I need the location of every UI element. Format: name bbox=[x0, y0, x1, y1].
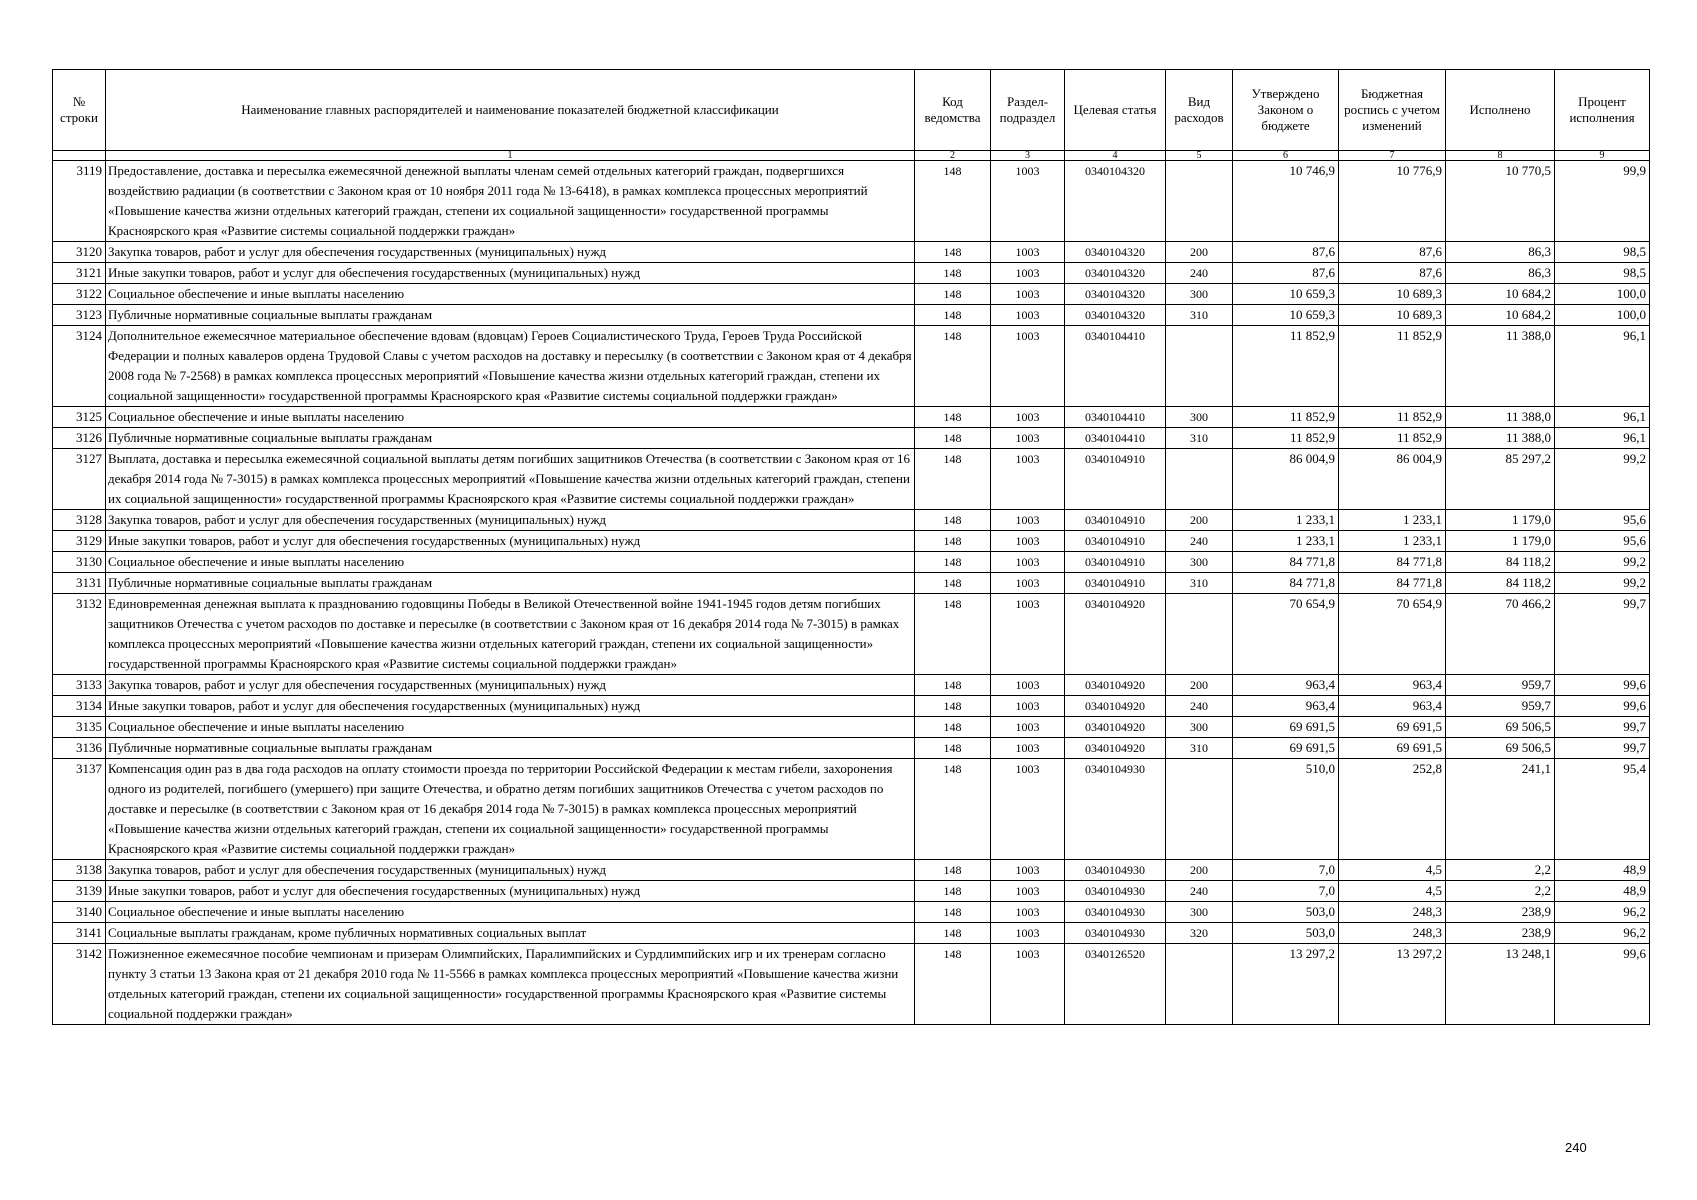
row-executed-amount: 1 179,0 bbox=[1446, 510, 1555, 531]
row-name: Социальное обеспечение и иные выплаты населению bbox=[106, 284, 915, 305]
row-expense-type: 310 bbox=[1166, 738, 1233, 759]
row-approved-amount: 11 852,9 bbox=[1233, 326, 1339, 407]
row-budget-list-amount: 87,6 bbox=[1339, 242, 1446, 263]
row-target-article: 0340104910 bbox=[1065, 510, 1166, 531]
row-execution-percent: 99,2 bbox=[1555, 573, 1650, 594]
row-approved-amount: 87,6 bbox=[1233, 263, 1339, 284]
row-name: Иные закупки товаров, работ и услуг для обеспечения государственных (муниципальных) нужд bbox=[106, 531, 915, 552]
row-executed-amount: 1 179,0 bbox=[1446, 531, 1555, 552]
row-number: 3123 bbox=[53, 305, 106, 326]
row-execution-percent: 99,6 bbox=[1555, 944, 1650, 1025]
row-approved-amount: 503,0 bbox=[1233, 902, 1339, 923]
row-number: 3122 bbox=[53, 284, 106, 305]
row-target-article: 0340104930 bbox=[1065, 923, 1166, 944]
row-execution-percent: 99,6 bbox=[1555, 675, 1650, 696]
row-approved-amount: 7,0 bbox=[1233, 860, 1339, 881]
header-cell: Исполнено bbox=[1446, 70, 1555, 151]
header-cell: Наименование главных распорядителей и наименование показателей бюджетной классификации bbox=[106, 70, 915, 151]
row-section-code: 1003 bbox=[991, 717, 1065, 738]
table-row bbox=[53, 675, 1650, 696]
table-row bbox=[53, 738, 1650, 759]
row-name: Закупка товаров, работ и услуг для обеспечения государственных (муниципальных) нужд bbox=[106, 860, 915, 881]
table-body bbox=[53, 161, 1650, 1025]
row-executed-amount: 959,7 bbox=[1446, 675, 1555, 696]
row-approved-amount: 10 746,9 bbox=[1233, 161, 1339, 242]
row-executed-amount: 70 466,2 bbox=[1446, 594, 1555, 675]
row-expense-type: 240 bbox=[1166, 696, 1233, 717]
row-executed-amount: 11 388,0 bbox=[1446, 407, 1555, 428]
row-section-code: 1003 bbox=[991, 594, 1065, 675]
row-expense-type: 240 bbox=[1166, 263, 1233, 284]
budget-execution-table bbox=[52, 69, 1650, 1025]
row-expense-type: 200 bbox=[1166, 510, 1233, 531]
row-budget-list-amount: 87,6 bbox=[1339, 263, 1446, 284]
row-ved-code: 148 bbox=[915, 902, 991, 923]
row-approved-amount: 87,6 bbox=[1233, 242, 1339, 263]
row-name: Социальное обеспечение и иные выплаты населению bbox=[106, 902, 915, 923]
row-approved-amount: 963,4 bbox=[1233, 696, 1339, 717]
row-name: Выплата, доставка и пересылка ежемесячной социальной выплаты детям погибших защитников Отечества (в соответствии с Законом края от 16 декабря 2014 года № 7-3015) в рамках комплекса процессных мероприятий «Повышение качества жизни отдельных категорий граждан, степени их социальной защищенности» государственной программы Красноярского края «Развитие системы социальной поддержки граждан» bbox=[106, 449, 915, 510]
row-approved-amount: 510,0 bbox=[1233, 759, 1339, 860]
row-target-article: 0340104930 bbox=[1065, 902, 1166, 923]
row-expense-type bbox=[1166, 594, 1233, 675]
header-cell: Раздел-подраздел bbox=[991, 70, 1065, 151]
row-expense-type: 300 bbox=[1166, 552, 1233, 573]
table-row bbox=[53, 326, 1650, 407]
row-target-article: 0340104410 bbox=[1065, 407, 1166, 428]
table-row bbox=[53, 242, 1650, 263]
row-approved-amount: 70 654,9 bbox=[1233, 594, 1339, 675]
row-name: Закупка товаров, работ и услуг для обеспечения государственных (муниципальных) нужд bbox=[106, 675, 915, 696]
row-expense-type: 300 bbox=[1166, 284, 1233, 305]
row-section-code: 1003 bbox=[991, 759, 1065, 860]
row-section-code: 1003 bbox=[991, 738, 1065, 759]
row-execution-percent: 99,2 bbox=[1555, 552, 1650, 573]
table-row bbox=[53, 717, 1650, 738]
row-execution-percent: 99,6 bbox=[1555, 696, 1650, 717]
row-approved-amount: 963,4 bbox=[1233, 675, 1339, 696]
page-number: 240 bbox=[1565, 1140, 1587, 1155]
column-number: 5 bbox=[1166, 151, 1233, 161]
row-budget-list-amount: 1 233,1 bbox=[1339, 510, 1446, 531]
row-ved-code: 148 bbox=[915, 263, 991, 284]
row-budget-list-amount: 963,4 bbox=[1339, 675, 1446, 696]
row-approved-amount: 1 233,1 bbox=[1233, 531, 1339, 552]
row-target-article: 0340104910 bbox=[1065, 573, 1166, 594]
row-section-code: 1003 bbox=[991, 860, 1065, 881]
row-ved-code: 148 bbox=[915, 717, 991, 738]
row-budget-list-amount: 13 297,2 bbox=[1339, 944, 1446, 1025]
row-expense-type: 300 bbox=[1166, 902, 1233, 923]
row-ved-code: 148 bbox=[915, 326, 991, 407]
row-execution-percent: 96,2 bbox=[1555, 923, 1650, 944]
row-number: 3138 bbox=[53, 860, 106, 881]
row-executed-amount: 69 506,5 bbox=[1446, 738, 1555, 759]
row-budget-list-amount: 10 689,3 bbox=[1339, 305, 1446, 326]
row-number: 3139 bbox=[53, 881, 106, 902]
row-number: 3141 bbox=[53, 923, 106, 944]
row-number: 3140 bbox=[53, 902, 106, 923]
row-section-code: 1003 bbox=[991, 696, 1065, 717]
row-name: Иные закупки товаров, работ и услуг для обеспечения государственных (муниципальных) нужд bbox=[106, 696, 915, 717]
row-approved-amount: 1 233,1 bbox=[1233, 510, 1339, 531]
row-budget-list-amount: 11 852,9 bbox=[1339, 428, 1446, 449]
row-section-code: 1003 bbox=[991, 326, 1065, 407]
row-budget-list-amount: 963,4 bbox=[1339, 696, 1446, 717]
row-ved-code: 148 bbox=[915, 284, 991, 305]
table-row bbox=[53, 902, 1650, 923]
row-ved-code: 148 bbox=[915, 675, 991, 696]
table-row bbox=[53, 759, 1650, 860]
row-number: 3134 bbox=[53, 696, 106, 717]
row-section-code: 1003 bbox=[991, 923, 1065, 944]
row-name: Публичные нормативные социальные выплаты гражданам bbox=[106, 428, 915, 449]
row-section-code: 1003 bbox=[991, 510, 1065, 531]
column-number: 6 bbox=[1233, 151, 1339, 161]
row-execution-percent: 95,4 bbox=[1555, 759, 1650, 860]
row-section-code: 1003 bbox=[991, 284, 1065, 305]
row-budget-list-amount: 10 776,9 bbox=[1339, 161, 1446, 242]
row-ved-code: 148 bbox=[915, 552, 991, 573]
row-ved-code: 148 bbox=[915, 594, 991, 675]
row-section-code: 1003 bbox=[991, 449, 1065, 510]
row-executed-amount: 69 506,5 bbox=[1446, 717, 1555, 738]
row-ved-code: 148 bbox=[915, 759, 991, 860]
row-number: 3137 bbox=[53, 759, 106, 860]
row-name: Единовременная денежная выплата к празднованию годовщины Победы в Великой Отечественной войне 1941-1945 годов детям погибших защитников Отечества с учетом расходов по доставке и пересылке (в соответствии с Законом края от 16 декабря 2014 года № 7-3015) в рамках комплекса процессных мероприятий «Повышение качества жизни отдельных категорий граждан, степени их социальной защищенности» государственной программы Красноярского края «Развитие системы социальной поддержки граждан» bbox=[106, 594, 915, 675]
column-number: 8 bbox=[1446, 151, 1555, 161]
row-approved-amount: 503,0 bbox=[1233, 923, 1339, 944]
row-number: 3131 bbox=[53, 573, 106, 594]
table-row bbox=[53, 923, 1650, 944]
row-budget-list-amount: 4,5 bbox=[1339, 860, 1446, 881]
row-expense-type: 200 bbox=[1166, 675, 1233, 696]
row-ved-code: 148 bbox=[915, 860, 991, 881]
row-target-article: 0340104920 bbox=[1065, 738, 1166, 759]
row-target-article: 0340104920 bbox=[1065, 696, 1166, 717]
row-number: 3127 bbox=[53, 449, 106, 510]
table-row bbox=[53, 449, 1650, 510]
header-cell: Процент исполнения bbox=[1555, 70, 1650, 151]
row-execution-percent: 99,7 bbox=[1555, 717, 1650, 738]
row-budget-list-amount: 69 691,5 bbox=[1339, 717, 1446, 738]
row-approved-amount: 69 691,5 bbox=[1233, 717, 1339, 738]
row-ved-code: 148 bbox=[915, 510, 991, 531]
row-target-article: 0340104320 bbox=[1065, 263, 1166, 284]
row-execution-percent: 96,1 bbox=[1555, 326, 1650, 407]
row-approved-amount: 84 771,8 bbox=[1233, 573, 1339, 594]
column-number: 3 bbox=[991, 151, 1065, 161]
column-number: 4 bbox=[1065, 151, 1166, 161]
row-ved-code: 148 bbox=[915, 407, 991, 428]
row-execution-percent: 96,1 bbox=[1555, 428, 1650, 449]
row-number: 3135 bbox=[53, 717, 106, 738]
column-number: 1 bbox=[106, 151, 915, 161]
header-cell: Целевая статья bbox=[1065, 70, 1166, 151]
table-row bbox=[53, 510, 1650, 531]
row-name: Социальные выплаты гражданам, кроме публичных нормативных социальных выплат bbox=[106, 923, 915, 944]
row-executed-amount: 13 248,1 bbox=[1446, 944, 1555, 1025]
row-target-article: 0340104920 bbox=[1065, 675, 1166, 696]
column-number: 7 bbox=[1339, 151, 1446, 161]
row-section-code: 1003 bbox=[991, 944, 1065, 1025]
row-budget-list-amount: 248,3 bbox=[1339, 923, 1446, 944]
row-expense-type: 310 bbox=[1166, 305, 1233, 326]
row-executed-amount: 86,3 bbox=[1446, 263, 1555, 284]
table-row bbox=[53, 263, 1650, 284]
row-ved-code: 148 bbox=[915, 923, 991, 944]
row-executed-amount: 10 770,5 bbox=[1446, 161, 1555, 242]
row-executed-amount: 2,2 bbox=[1446, 860, 1555, 881]
row-executed-amount: 84 118,2 bbox=[1446, 573, 1555, 594]
row-expense-type: 240 bbox=[1166, 881, 1233, 902]
row-section-code: 1003 bbox=[991, 881, 1065, 902]
budget-table-container bbox=[52, 69, 1649, 1025]
row-target-article: 0340104320 bbox=[1065, 242, 1166, 263]
row-number: 3125 bbox=[53, 407, 106, 428]
row-target-article: 0340104410 bbox=[1065, 428, 1166, 449]
row-ved-code: 148 bbox=[915, 573, 991, 594]
row-name: Иные закупки товаров, работ и услуг для обеспечения государственных (муниципальных) нужд bbox=[106, 881, 915, 902]
row-target-article: 0340104320 bbox=[1065, 161, 1166, 242]
row-target-article: 0340104910 bbox=[1065, 552, 1166, 573]
row-number: 3136 bbox=[53, 738, 106, 759]
row-number: 3124 bbox=[53, 326, 106, 407]
row-ved-code: 148 bbox=[915, 428, 991, 449]
row-ved-code: 148 bbox=[915, 531, 991, 552]
row-expense-type: 200 bbox=[1166, 242, 1233, 263]
row-name: Пожизненное ежемесячное пособие чемпионам и призерам Олимпийских, Паралимпийских и Сурдлимпийских игр и их тренерам согласно пункту 3 статьи 13 Закона края от 21 декабря 2010 года № 11-5566 в рамках комплекса процессных мероприятий «Повышение качества жизни отдельных категорий граждан, степени их социальной защищенности» государственной программы Красноярского края «Развитие системы социальной поддержки граждан» bbox=[106, 944, 915, 1025]
row-expense-type bbox=[1166, 449, 1233, 510]
row-number: 3120 bbox=[53, 242, 106, 263]
row-ved-code: 148 bbox=[915, 696, 991, 717]
row-target-article: 0340104930 bbox=[1065, 759, 1166, 860]
row-number: 3121 bbox=[53, 263, 106, 284]
row-expense-type bbox=[1166, 161, 1233, 242]
row-name: Иные закупки товаров, работ и услуг для обеспечения государственных (муниципальных) нужд bbox=[106, 263, 915, 284]
row-number: 3119 bbox=[53, 161, 106, 242]
row-target-article: 0340104320 bbox=[1065, 284, 1166, 305]
row-target-article: 0340104910 bbox=[1065, 531, 1166, 552]
row-executed-amount: 241,1 bbox=[1446, 759, 1555, 860]
column-number: 9 bbox=[1555, 151, 1650, 161]
row-budget-list-amount: 248,3 bbox=[1339, 902, 1446, 923]
row-target-article: 0340104910 bbox=[1065, 449, 1166, 510]
row-executed-amount: 238,9 bbox=[1446, 923, 1555, 944]
row-name: Компенсация один раз в два года расходов на оплату стоимости проезда по территории Российской Федерации к местам гибели, захоронения одного из родителей, погибшего (умершего) при защите Отечества, и обратно детям погибших защитников Отечества с учетом расходов по доставке и пересылке (в соответствии с Законом края от 16 декабря 2014 года № 7-3015) в рамках комплекса процессных мероприятий «Повышение качества жизни отдельных категорий граждан, степени их социальной защищенности» государственной программы Красноярского края «Развитие системы социальной поддержки граждан» bbox=[106, 759, 915, 860]
row-budget-list-amount: 84 771,8 bbox=[1339, 552, 1446, 573]
row-number: 3133 bbox=[53, 675, 106, 696]
row-approved-amount: 10 659,3 bbox=[1233, 305, 1339, 326]
column-number-row bbox=[53, 151, 1650, 161]
row-approved-amount: 10 659,3 bbox=[1233, 284, 1339, 305]
row-executed-amount: 11 388,0 bbox=[1446, 428, 1555, 449]
row-executed-amount: 85 297,2 bbox=[1446, 449, 1555, 510]
row-executed-amount: 86,3 bbox=[1446, 242, 1555, 263]
row-name: Предоставление, доставка и пересылка ежемесячной денежной выплаты членам семей отдельных категорий граждан, подвергшихся воздействию радиации (в соответствии с Законом края от 10 ноября 2011 года № 13-6418), в рамках комплекса процессных мероприятий «Повышение качества жизни отдельных категорий граждан, степени их социальной защищенности» государственной программы Красноярского края «Развитие системы социальной поддержки граждан» bbox=[106, 161, 915, 242]
row-execution-percent: 99,7 bbox=[1555, 594, 1650, 675]
row-budget-list-amount: 10 689,3 bbox=[1339, 284, 1446, 305]
header-cell: Бюджетная роспись с учетом изменений bbox=[1339, 70, 1446, 151]
row-section-code: 1003 bbox=[991, 263, 1065, 284]
row-name: Социальное обеспечение и иные выплаты населению bbox=[106, 717, 915, 738]
row-execution-percent: 100,0 bbox=[1555, 305, 1650, 326]
row-number: 3132 bbox=[53, 594, 106, 675]
row-target-article: 0340104920 bbox=[1065, 717, 1166, 738]
row-execution-percent: 96,2 bbox=[1555, 902, 1650, 923]
row-expense-type: 320 bbox=[1166, 923, 1233, 944]
column-number: 2 bbox=[915, 151, 991, 161]
row-ved-code: 148 bbox=[915, 449, 991, 510]
row-name: Дополнительное ежемесячное материальное обеспечение вдовам (вдовцам) Героев Социалистического Труда, Героев Труда Российской Федерации и полных кавалеров ордена Трудовой Славы с учетом расходов на доставку и пересылку (в соответствии с Законом края от 4 декабря 2008 года № 7-2568) в рамках комплекса процессных мероприятий «Повышение качества жизни отдельных категорий граждан, степени их социальной защищенности» государственной программы Красноярского края «Развитие системы социальной поддержки граждан» bbox=[106, 326, 915, 407]
row-execution-percent: 98,5 bbox=[1555, 242, 1650, 263]
table-row bbox=[53, 944, 1650, 1025]
row-approved-amount: 13 297,2 bbox=[1233, 944, 1339, 1025]
row-section-code: 1003 bbox=[991, 531, 1065, 552]
row-budget-list-amount: 1 233,1 bbox=[1339, 531, 1446, 552]
row-executed-amount: 11 388,0 bbox=[1446, 326, 1555, 407]
row-approved-amount: 11 852,9 bbox=[1233, 407, 1339, 428]
row-approved-amount: 86 004,9 bbox=[1233, 449, 1339, 510]
row-target-article: 0340104930 bbox=[1065, 860, 1166, 881]
row-expense-type: 200 bbox=[1166, 860, 1233, 881]
row-target-article: 0340126520 bbox=[1065, 944, 1166, 1025]
row-number: 3142 bbox=[53, 944, 106, 1025]
row-executed-amount: 238,9 bbox=[1446, 902, 1555, 923]
row-number: 3130 bbox=[53, 552, 106, 573]
row-ved-code: 148 bbox=[915, 242, 991, 263]
row-execution-percent: 95,6 bbox=[1555, 531, 1650, 552]
table-row bbox=[53, 552, 1650, 573]
table-row bbox=[53, 305, 1650, 326]
row-number: 3128 bbox=[53, 510, 106, 531]
row-expense-type: 310 bbox=[1166, 428, 1233, 449]
row-section-code: 1003 bbox=[991, 573, 1065, 594]
row-executed-amount: 84 118,2 bbox=[1446, 552, 1555, 573]
row-expense-type: 310 bbox=[1166, 573, 1233, 594]
table-row bbox=[53, 531, 1650, 552]
row-budget-list-amount: 11 852,9 bbox=[1339, 326, 1446, 407]
row-execution-percent: 48,9 bbox=[1555, 860, 1650, 881]
table-row bbox=[53, 284, 1650, 305]
header-cell: № строки bbox=[53, 70, 106, 151]
row-ved-code: 148 bbox=[915, 305, 991, 326]
row-section-code: 1003 bbox=[991, 407, 1065, 428]
row-target-article: 0340104320 bbox=[1065, 305, 1166, 326]
row-expense-type bbox=[1166, 944, 1233, 1025]
row-approved-amount: 84 771,8 bbox=[1233, 552, 1339, 573]
column-number bbox=[53, 151, 106, 161]
header-cell: Вид расходов bbox=[1166, 70, 1233, 151]
row-expense-type bbox=[1166, 326, 1233, 407]
header-row bbox=[53, 70, 1650, 151]
table-row bbox=[53, 696, 1650, 717]
table-row bbox=[53, 573, 1650, 594]
row-name: Закупка товаров, работ и услуг для обеспечения государственных (муниципальных) нужд bbox=[106, 510, 915, 531]
row-executed-amount: 10 684,2 bbox=[1446, 284, 1555, 305]
row-execution-percent: 96,1 bbox=[1555, 407, 1650, 428]
row-executed-amount: 959,7 bbox=[1446, 696, 1555, 717]
row-budget-list-amount: 4,5 bbox=[1339, 881, 1446, 902]
row-expense-type: 240 bbox=[1166, 531, 1233, 552]
row-execution-percent: 100,0 bbox=[1555, 284, 1650, 305]
table-row bbox=[53, 881, 1650, 902]
row-section-code: 1003 bbox=[991, 902, 1065, 923]
row-name: Социальное обеспечение и иные выплаты населению bbox=[106, 407, 915, 428]
table-row bbox=[53, 860, 1650, 881]
row-budget-list-amount: 252,8 bbox=[1339, 759, 1446, 860]
row-execution-percent: 48,9 bbox=[1555, 881, 1650, 902]
row-ved-code: 148 bbox=[915, 881, 991, 902]
row-name: Закупка товаров, работ и услуг для обеспечения государственных (муниципальных) нужд bbox=[106, 242, 915, 263]
row-budget-list-amount: 70 654,9 bbox=[1339, 594, 1446, 675]
row-ved-code: 148 bbox=[915, 161, 991, 242]
row-approved-amount: 7,0 bbox=[1233, 881, 1339, 902]
table-row bbox=[53, 407, 1650, 428]
row-budget-list-amount: 11 852,9 bbox=[1339, 407, 1446, 428]
row-ved-code: 148 bbox=[915, 944, 991, 1025]
row-executed-amount: 10 684,2 bbox=[1446, 305, 1555, 326]
row-name: Публичные нормативные социальные выплаты гражданам bbox=[106, 738, 915, 759]
row-number: 3129 bbox=[53, 531, 106, 552]
row-number: 3126 bbox=[53, 428, 106, 449]
row-target-article: 0340104920 bbox=[1065, 594, 1166, 675]
row-section-code: 1003 bbox=[991, 161, 1065, 242]
row-target-article: 0340104930 bbox=[1065, 881, 1166, 902]
row-target-article: 0340104410 bbox=[1065, 326, 1166, 407]
header-cell: Код ведомства bbox=[915, 70, 991, 151]
row-budget-list-amount: 86 004,9 bbox=[1339, 449, 1446, 510]
row-expense-type: 300 bbox=[1166, 717, 1233, 738]
row-expense-type: 300 bbox=[1166, 407, 1233, 428]
row-approved-amount: 69 691,5 bbox=[1233, 738, 1339, 759]
row-expense-type bbox=[1166, 759, 1233, 860]
row-approved-amount: 11 852,9 bbox=[1233, 428, 1339, 449]
row-execution-percent: 99,2 bbox=[1555, 449, 1650, 510]
row-executed-amount: 2,2 bbox=[1446, 881, 1555, 902]
row-execution-percent: 98,5 bbox=[1555, 263, 1650, 284]
row-section-code: 1003 bbox=[991, 305, 1065, 326]
row-ved-code: 148 bbox=[915, 738, 991, 759]
row-name: Социальное обеспечение и иные выплаты населению bbox=[106, 552, 915, 573]
row-budget-list-amount: 84 771,8 bbox=[1339, 573, 1446, 594]
row-execution-percent: 95,6 bbox=[1555, 510, 1650, 531]
row-section-code: 1003 bbox=[991, 675, 1065, 696]
row-name: Публичные нормативные социальные выплаты гражданам bbox=[106, 573, 915, 594]
row-execution-percent: 99,9 bbox=[1555, 161, 1650, 242]
row-section-code: 1003 bbox=[991, 428, 1065, 449]
row-section-code: 1003 bbox=[991, 552, 1065, 573]
table-row bbox=[53, 161, 1650, 242]
row-name: Публичные нормативные социальные выплаты гражданам bbox=[106, 305, 915, 326]
row-execution-percent: 99,7 bbox=[1555, 738, 1650, 759]
row-section-code: 1003 bbox=[991, 242, 1065, 263]
row-budget-list-amount: 69 691,5 bbox=[1339, 738, 1446, 759]
header-cell: Утверждено Законом о бюджете bbox=[1233, 70, 1339, 151]
table-row bbox=[53, 594, 1650, 675]
table-row bbox=[53, 428, 1650, 449]
